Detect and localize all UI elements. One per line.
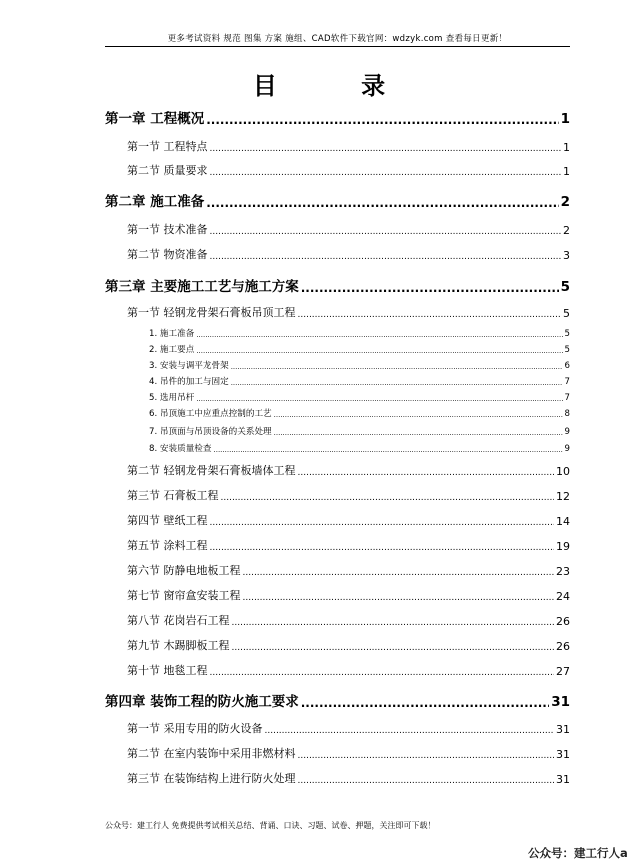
- toc-leader-dots: [214, 444, 563, 454]
- toc-entry-label: 第九节 木踢脚板工程: [127, 639, 230, 652]
- toc-item: [149, 441, 570, 454]
- toc-leader-dots: [231, 377, 563, 387]
- toc-entry-label: 第六节 防静电地板工程: [127, 564, 241, 577]
- toc-leader-dots: [210, 516, 555, 528]
- toc-leader-dots: [206, 111, 558, 127]
- toc-entry-label: 第三节 在装饰结构上进行防火处理: [127, 772, 296, 785]
- toc-leader-dots: [298, 308, 562, 320]
- toc-leader-dots: [301, 279, 559, 295]
- toc-chapter: [105, 190, 570, 210]
- toc-leader-dots: [196, 345, 562, 355]
- toc-section: [127, 745, 570, 761]
- watermark: 公众号：建工行人a: [528, 846, 628, 860]
- toc-section: [127, 221, 570, 237]
- toc-entry-page: 27: [556, 665, 570, 678]
- toc-leader-dots: [265, 724, 555, 736]
- toc-section: [127, 720, 570, 736]
- toc-entry-page: 23: [556, 565, 570, 578]
- toc-entry-page: 6: [564, 361, 570, 371]
- toc-entry-label: 第一节 技术准备: [127, 223, 208, 236]
- toc-section: [127, 587, 570, 603]
- toc-leader-dots: [274, 409, 563, 419]
- toc-leader-dots: [210, 142, 562, 154]
- toc-leader-dots: [206, 194, 558, 210]
- toc-section: [127, 487, 570, 503]
- toc-entry-page: 10: [556, 465, 570, 478]
- toc-entry-page: 31: [556, 773, 570, 786]
- toc-leader-dots: [243, 591, 555, 603]
- toc-leader-dots: [298, 466, 555, 478]
- toc-leader-dots: [232, 616, 555, 628]
- toc-entry-page: 1: [560, 111, 570, 127]
- toc-item: [149, 342, 570, 355]
- toc-entry-label: 第七节 窗帘盒安装工程: [127, 589, 241, 602]
- toc-item: [149, 358, 570, 371]
- toc-entry-page: 26: [556, 640, 570, 653]
- toc-entry-label: 5. 选用吊杆: [149, 393, 195, 403]
- toc-leader-dots: [298, 774, 555, 786]
- page-footer: 公众号：建工行人 免费提供考试相关总结、背诵、口诀、习题、试卷、押题，关注即可下载！: [105, 821, 436, 830]
- toc-section: [127, 612, 570, 628]
- toc-entry-label: 8. 安装质量检查: [149, 444, 212, 454]
- toc-leader-dots: [196, 393, 562, 403]
- toc-entry-page: 24: [556, 590, 570, 603]
- toc-entry-page: 26: [556, 615, 570, 628]
- toc-leader-dots: [210, 666, 555, 678]
- toc-section: [127, 138, 570, 154]
- page-header: 更多考试资料 规范 图集 方案 施组、CAD软件下载官网：wdzyk.com 查看每日更新！: [167, 34, 508, 44]
- toc-entry-page: 2: [563, 224, 570, 237]
- toc-entry-label: 4. 吊件的加工与固定: [149, 377, 229, 387]
- toc-leader-dots: [274, 427, 563, 437]
- toc-chapter: [105, 275, 570, 295]
- toc-entry-label: 第一节 采用专用的防火设备: [127, 722, 263, 735]
- toc-section: [127, 462, 570, 478]
- toc-entry-page: 31: [551, 694, 570, 710]
- toc-chapter: [105, 107, 570, 127]
- toc-section: [127, 512, 570, 528]
- toc-leader-dots: [221, 491, 555, 503]
- toc-entry-page: 2: [560, 194, 570, 210]
- toc-leader-dots: [232, 641, 555, 653]
- toc-entry-label: 第三章 主要施工工艺与施工方案: [105, 279, 299, 295]
- toc-item: [149, 390, 570, 403]
- toc-section: [127, 162, 570, 178]
- toc-entry-page: 7: [564, 393, 570, 403]
- toc-entry-label: 第一章 工程概况: [105, 111, 205, 127]
- toc-section: [127, 562, 570, 578]
- toc-entry-page: 14: [556, 515, 570, 528]
- toc-entry-label: 第二节 在室内装饰中采用非燃材料: [127, 747, 296, 760]
- toc-leader-dots: [301, 694, 550, 710]
- toc-entry-page: 31: [556, 723, 570, 736]
- toc-entry-label: 7. 吊顶面与吊顶设备的关系处理: [149, 427, 272, 437]
- toc-entry-page: 8: [564, 409, 570, 419]
- toc-entry-label: 6. 吊顶施工中应重点控制的工艺: [149, 409, 272, 419]
- toc-entry-label: 第二节 轻钢龙骨架石膏板墙体工程: [127, 464, 296, 477]
- toc-leader-dots: [243, 566, 555, 578]
- toc-entry-page: 31: [556, 748, 570, 761]
- toc-section: [127, 304, 570, 320]
- header-rule: [105, 46, 570, 47]
- toc-entry-label: 第二节 质量要求: [127, 164, 208, 177]
- toc-entry-page: 7: [564, 377, 570, 387]
- toc-leader-dots: [196, 329, 562, 339]
- toc-chapter: [105, 690, 570, 710]
- toc-entry-label: 第十节 地毯工程: [127, 664, 208, 677]
- toc-entry-label: 第三节 石膏板工程: [127, 489, 219, 502]
- toc-section: [127, 537, 570, 553]
- toc-entry-page: 5: [564, 329, 570, 339]
- toc-entry-page: 1: [563, 165, 570, 178]
- toc-section: [127, 770, 570, 786]
- toc-entry-page: 5: [560, 279, 570, 295]
- toc-entry-label: 第四节 壁纸工程: [127, 514, 208, 527]
- toc-section: [127, 662, 570, 678]
- toc-entry-label: 3. 安装与调平龙骨架: [149, 361, 229, 371]
- toc-entry-label: 1. 施工准备: [149, 329, 195, 339]
- toc-entry-page: 9: [564, 444, 570, 454]
- toc-entry-page: 1: [563, 141, 570, 154]
- toc-entry-page: 12: [556, 490, 570, 503]
- toc-entry-label: 第四章 装饰工程的防火施工要求: [105, 694, 299, 710]
- toc-leader-dots: [298, 749, 555, 761]
- toc-entry-label: 第二章 施工准备: [105, 194, 205, 210]
- toc-leader-dots: [210, 541, 555, 553]
- toc-entry-page: 3: [563, 249, 570, 262]
- toc-section: [127, 246, 570, 262]
- toc-entry-label: 2. 施工要点: [149, 345, 195, 355]
- toc-entry-label: 第二节 物资准备: [127, 248, 208, 261]
- toc-item: [149, 326, 570, 339]
- toc-section: [127, 637, 570, 653]
- toc-leader-dots: [210, 225, 562, 237]
- toc-leader-dots: [231, 361, 563, 371]
- toc-leader-dots: [210, 166, 562, 178]
- toc-entry-page: 19: [556, 540, 570, 553]
- toc-item: [149, 406, 570, 419]
- toc-entry-label: 第五节 涂料工程: [127, 539, 208, 552]
- toc-entry-label: 第一节 轻钢龙骨架石膏板吊顶工程: [127, 306, 296, 319]
- page-title: 目 录: [252, 72, 424, 100]
- toc-entry-page: 5: [564, 345, 570, 355]
- toc-entry-label: 第一节 工程特点: [127, 140, 208, 153]
- toc-leader-dots: [210, 250, 562, 262]
- toc-item: [149, 424, 570, 437]
- toc-item: [149, 374, 570, 387]
- toc-entry-page: 5: [563, 307, 570, 320]
- toc-entry-page: 9: [564, 427, 570, 437]
- toc-entry-label: 第八节 花岗岩石工程: [127, 614, 230, 627]
